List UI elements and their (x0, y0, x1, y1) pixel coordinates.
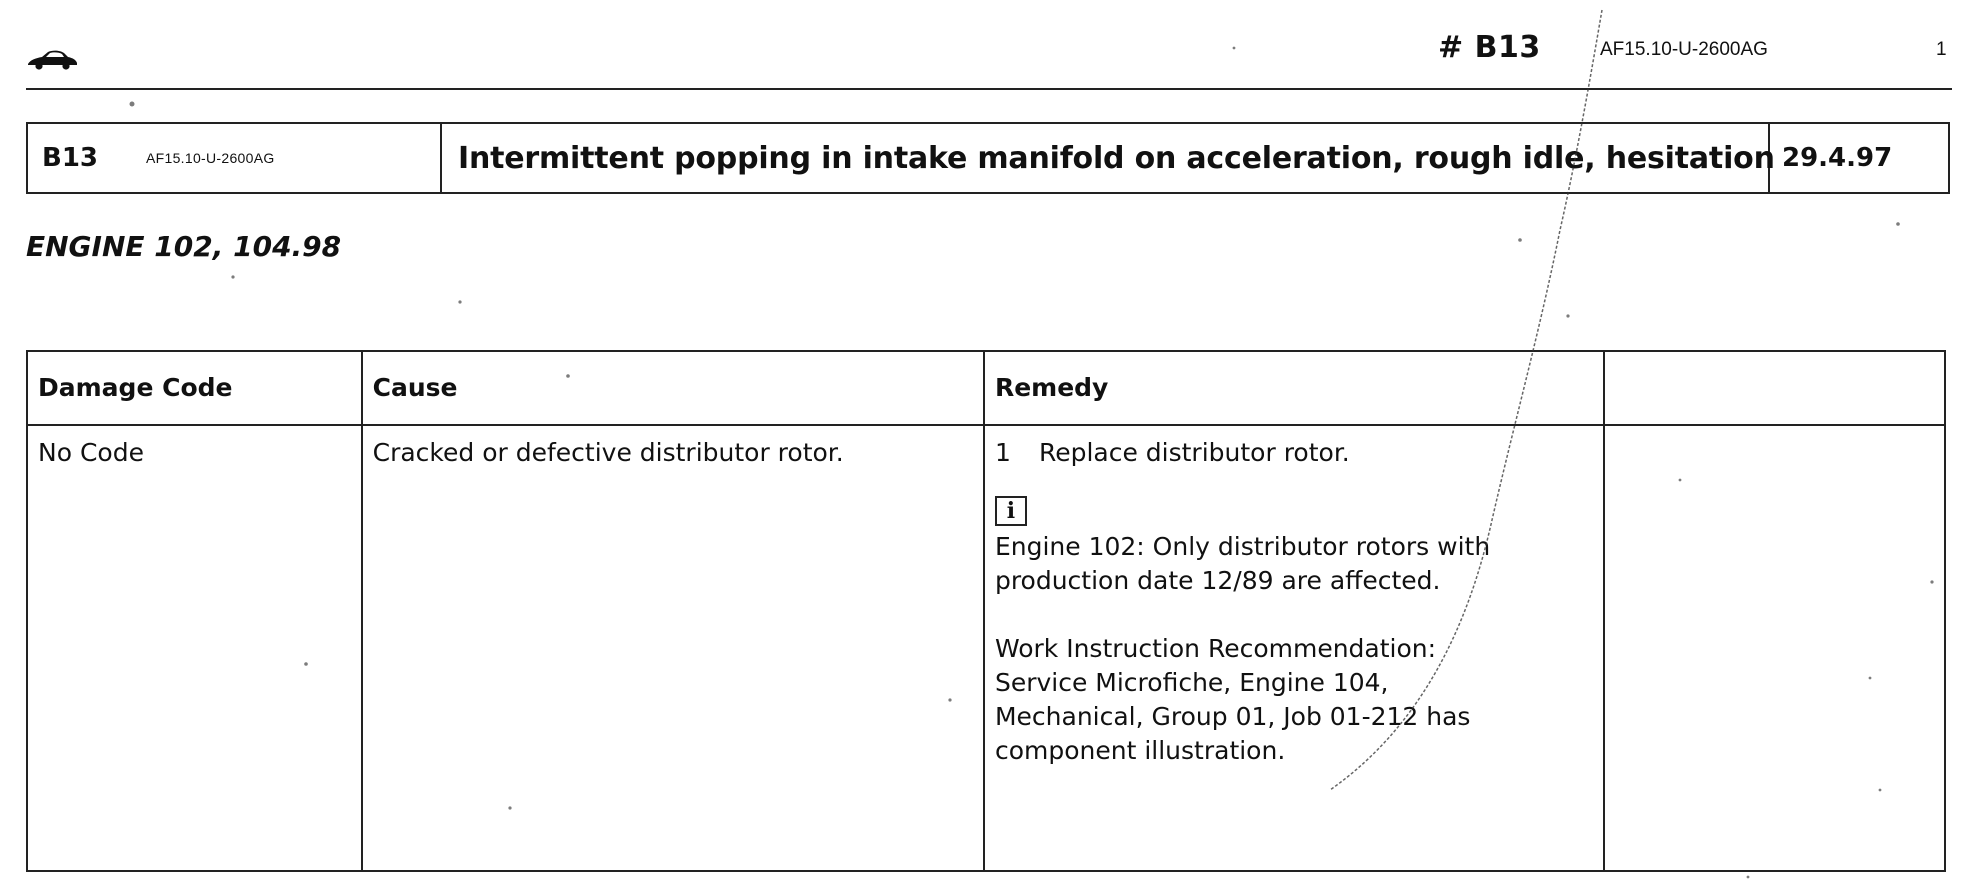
work-instruction-line: component illustration. (994, 736, 1286, 765)
bulletin-code-cell (28, 124, 442, 192)
cause-cell: Cracked or defective distributor rotor. (362, 425, 984, 871)
remedy-note (995, 530, 1593, 598)
cause-header: Cause (362, 351, 984, 425)
damage-remedy-table (26, 350, 1946, 872)
car-icon (26, 49, 78, 71)
remedy-header: Remedy (984, 351, 1604, 425)
page-number: 1 (1936, 39, 1947, 60)
work-instruction-line: Work Instruction Recommendation: (994, 634, 1437, 663)
bulletin-date: 29.4.97 (1782, 143, 1893, 173)
remedy-step (995, 436, 1593, 470)
info-icon: i (995, 496, 1027, 526)
step-text: Replace distributor rotor. (1038, 438, 1350, 467)
bulletin-date-cell (1770, 124, 1948, 192)
bulletin-subcode: AF15.10-U-2600AG (146, 150, 275, 166)
damage-code-header: Damage Code (27, 351, 362, 425)
step-number: 1 (994, 438, 1011, 467)
remedy-cell (984, 425, 1604, 871)
bulletin-title-bar (26, 122, 1950, 194)
note-line: Engine 102: Only distributor rotors with (994, 532, 1491, 561)
damage-code-cell: No Code (27, 425, 362, 871)
table-header-row (27, 351, 1945, 425)
header-divider (26, 88, 1952, 90)
bulletin-title: Intermittent popping in intake manifold on acceleration, rough idle, hesitation (458, 140, 1775, 176)
bulletin-id: B13 (42, 143, 98, 173)
work-instruction (995, 632, 1593, 768)
extra-cell (1604, 425, 1945, 871)
document-code: AF15.10-U-2600AG (1600, 39, 1768, 60)
engine-heading: ENGINE 102, 104.98 (26, 230, 342, 263)
table-row (27, 425, 1945, 871)
extra-header (1604, 351, 1945, 425)
work-instruction-line: Mechanical, Group 01, Job 01-212 has (994, 702, 1471, 731)
bulletin-title-cell (442, 124, 1775, 192)
work-instruction-line: Service Microfiche, Engine 104, (994, 668, 1389, 697)
document-number: # B13 (1438, 30, 1541, 65)
note-line: production date 12/89 are affected. (994, 566, 1441, 595)
